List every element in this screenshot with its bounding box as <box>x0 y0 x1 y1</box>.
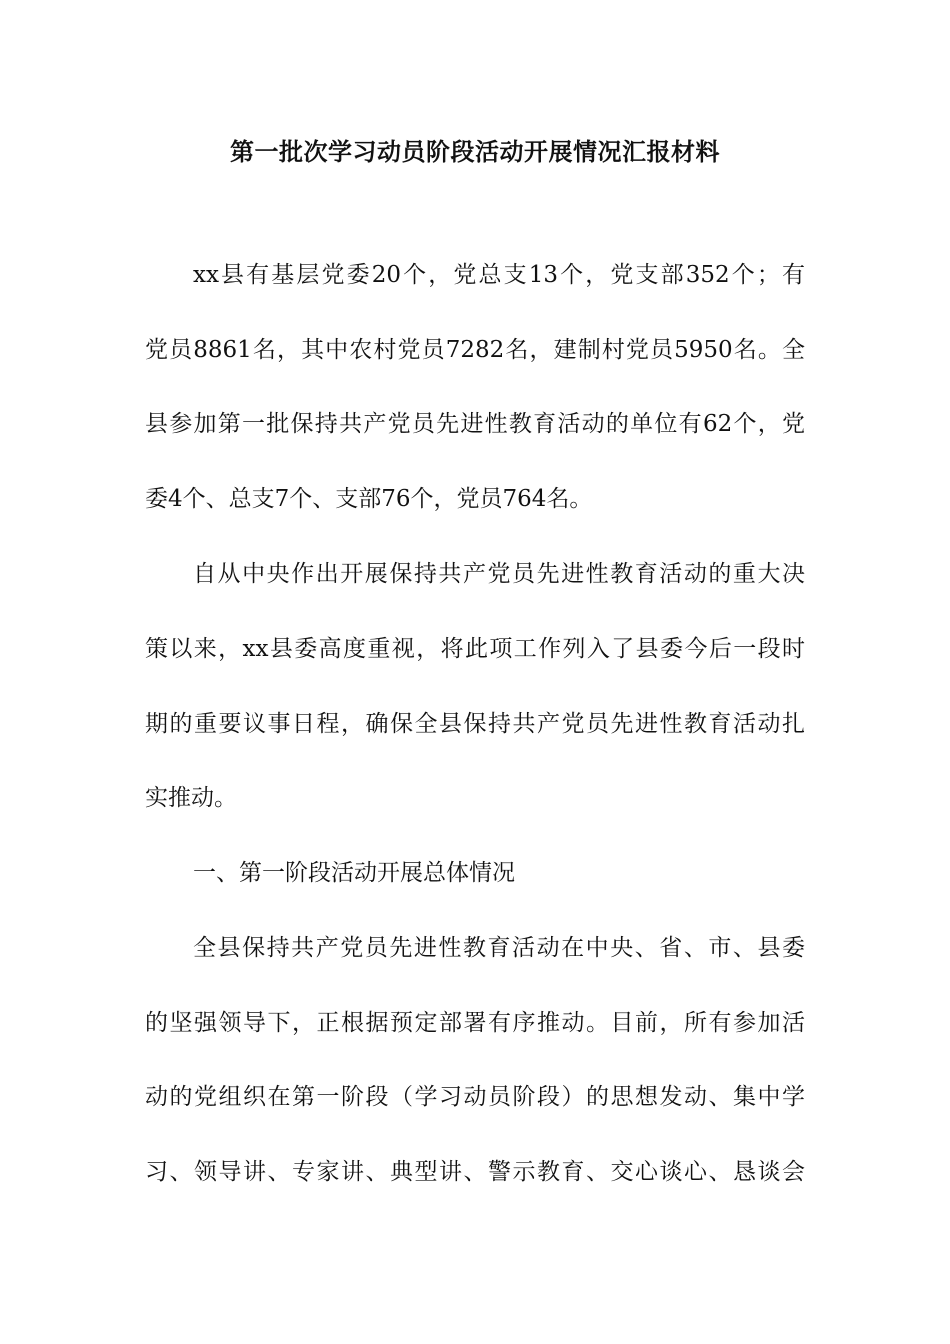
paragraph-2-line-4: 实推动。 <box>145 785 237 811</box>
paragraph-3-line-3: 动的党组织在第一阶段（学习动员阶段）的思想发动、集中学 <box>145 1084 805 1110</box>
document-title: 第一批次学习动员阶段活动开展情况汇报材料 <box>230 138 720 166</box>
paragraph-1-line-1: xx县有基层党委20个，党总支13个，党支部352个；有 <box>193 262 805 288</box>
paragraph-3-line-1: 全县保持共产党员先进性教育活动在中央、省、市、县委 <box>193 935 805 961</box>
paragraph-1-line-4: 委4个、总支7个、支部76个，党员764名。 <box>145 486 593 512</box>
paragraph-3-line-4: 习、领导讲、专家讲、典型讲、警示教育、交心谈心、恳谈会 <box>145 1159 805 1185</box>
paragraph-1-line-3: 县参加第一批保持共产党员先进性教育活动的单位有62个，党 <box>145 411 805 437</box>
paragraph-2-line-1: 自从中央作出开展保持共产党员先进性教育活动的重大决 <box>193 561 805 587</box>
section-heading-1: 一、第一阶段活动开展总体情况 <box>193 860 515 886</box>
paragraph-1-line-2: 党员8861名，其中农村党员7282名，建制村党员5950名。全 <box>145 337 805 363</box>
paragraph-2-line-3: 期的重要议事日程，确保全县保持共产党员先进性教育活动扎 <box>145 711 805 737</box>
paragraph-3-line-2: 的坚强领导下，正根据预定部署有序推动。目前，所有参加活 <box>145 1010 805 1036</box>
paragraph-2-line-2: 策以来，xx县委高度重视，将此项工作列入了县委今后一段时 <box>145 636 805 662</box>
